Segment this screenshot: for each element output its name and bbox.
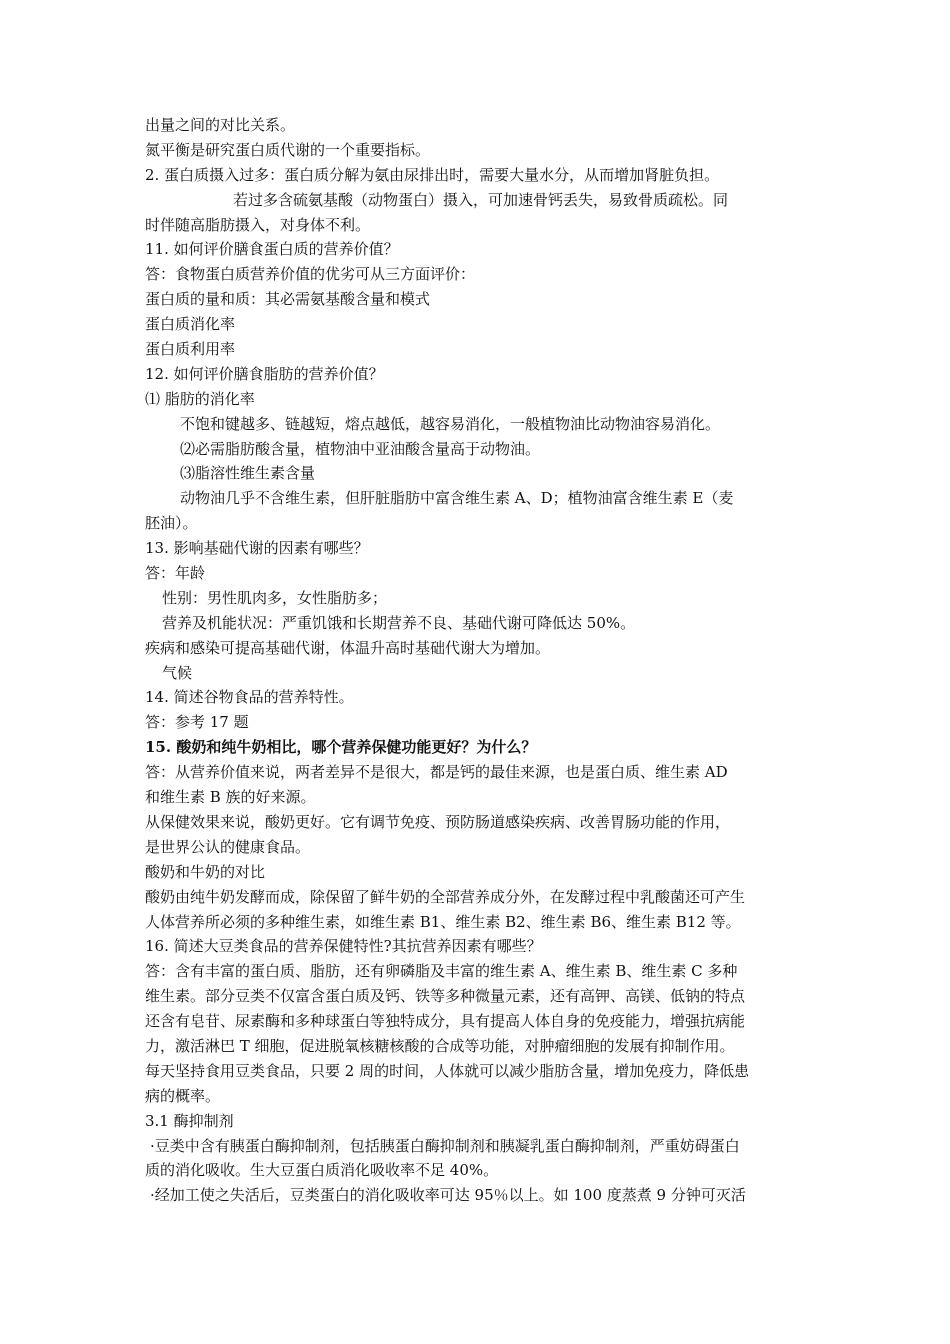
text-line: 氮平衡是研究蛋白质代谢的一个重要指标。 xyxy=(145,140,431,159)
text-line: 营养及机能状况：严重饥饿和长期营养不良、基础代谢可降低达 50%。 xyxy=(162,613,636,632)
answer-line: 答：从营养价值来说，两者差异不是很大，都是钙的最佳来源，也是蛋白质、维生素 AD xyxy=(145,763,728,782)
text-line: 从保健效果来说，酸奶更好。它有调节免疫、预防肠道感染疾病、改善胃肠功能的作用， xyxy=(145,812,731,831)
text-line: 是世界公认的健康食品。 xyxy=(145,837,311,856)
text-line: 质的消化吸收。生大豆蛋白质消化吸收率不足 40%。 xyxy=(145,1161,499,1180)
question-heading: 11. 如何评价膳食蛋白质的营养价值？ xyxy=(145,240,399,259)
answer-line: 答：含有丰富的蛋白质、脂肪，还有卵磷脂及丰富的维生素 A、维生素 B、维生素 C 多种 xyxy=(145,962,738,981)
text-line: 2. 蛋白质摄入过多：蛋白质分解为氨由尿排出时，需要大量水分，从而增加肾脏负担。 xyxy=(145,165,720,184)
text-line: 动物油几乎不含维生素，但肝脏脂肪中富含维生素 A、D；植物油富含维生素 E（麦 xyxy=(180,489,734,508)
question-heading: 13. 影响基础代谢的因素有哪些？ xyxy=(145,539,369,558)
text-line: 人体营养所必须的多种维生素，如维生素 B1、维生素 B2、维生素 B6、维生素 B12 等。 xyxy=(145,912,741,931)
text-line: 蛋白质的量和质：其必需氨基酸含量和模式 xyxy=(145,290,431,309)
text-line: 维生素。部分豆类不仅富含蛋白质及钙、铁等多种微量元素，还有高钾、高镁、低钠的特点 xyxy=(145,987,746,1006)
text-line: ⑵必需脂肪酸含量，植物油中亚油酸含量高于动物油。 xyxy=(180,439,541,458)
document-body xyxy=(145,113,810,1208)
question-heading: 16. 简述大豆类食品的营养保健特性?其抗营养因素有哪些？ xyxy=(145,937,542,956)
text-line: 出量之间的对比关系。 xyxy=(145,116,296,134)
text-line: 不饱和键越多、链越短，熔点越低，越容易消化，一般植物油比动物油容易消化。 xyxy=(180,414,721,433)
answer-line: 答：年龄 xyxy=(145,564,206,583)
text-line: 每天坚持食用豆类食品，只要 2 周的时间，人体就可以减少脂肪含量，增加免疫力，降低患 xyxy=(145,1061,750,1080)
text-line: ⑴ 脂肪的消化率 xyxy=(145,389,255,408)
section-heading: 3.1 酶抑制剂 xyxy=(145,1111,234,1130)
question-heading: 14. 简述谷物食品的营养特性。 xyxy=(145,688,354,707)
answer-line: 答：参考 17 题 xyxy=(145,713,249,732)
text-line: 气候 xyxy=(162,663,193,682)
question-heading: 15. 酸奶和纯牛奶相比，哪个营养保健功能更好？为什么？ xyxy=(145,738,537,757)
text-line: 疾病和感染可提高基础代谢，体温升高时基础代谢大为增加。 xyxy=(145,638,551,657)
bullet-line: ·经加工使之失活后，豆类蛋白的消化吸收率可达 95％以上。如 100 度蒸煮 9 分钟可灭活 xyxy=(150,1186,746,1205)
text-line: 若过多含硫氨基酸（动物蛋白）摄入，可加速骨钙丢失，易致骨质疏松。同 xyxy=(233,190,729,209)
text-line: 性别：男性肌肉多，女性脂肪多； xyxy=(162,588,388,607)
text-line: 酸奶由纯牛奶发酵而成，除保留了鲜牛奶的全部营养成分外，在发酵过程中乳酸菌还可产生 xyxy=(145,887,746,906)
text-line: ⑶脂溶性维生素含量 xyxy=(180,464,316,483)
text-line: 病的概率。 xyxy=(145,1086,221,1105)
text-line: 和维生素 B 族的好来源。 xyxy=(145,788,316,807)
answer-line: 答：食物蛋白质营养价值的优劣可从三方面评价： xyxy=(145,265,476,284)
question-heading: 12. 如何评价膳食脂肪的营养价值？ xyxy=(145,364,384,383)
text-line: 蛋白质利用率 xyxy=(145,340,236,359)
text-line: 酸奶和牛奶的对比 xyxy=(145,862,266,881)
text-line: 力，激活淋巴 T 细胞，促进脱氧核糖核酸的合成等功能，对肿瘤细胞的发展有抑制作用。 xyxy=(145,1036,735,1055)
text-line: 还含有皂苷、尿素酶和多种球蛋白等独特成分，具有提高人体自身的免疫能力，增强抗病能 xyxy=(145,1012,746,1031)
text-line: 蛋白质消化率 xyxy=(145,315,236,334)
text-line: 时伴随高脂肪摄入，对身体不利。 xyxy=(145,215,371,234)
bullet-line: ·豆类中含有胰蛋白酶抑制剂，包括胰蛋白酶抑制剂和胰凝乳蛋白酶抑制剂，严重妨碍蛋白 xyxy=(150,1136,740,1155)
text-line: 胚油）。 xyxy=(145,514,198,533)
